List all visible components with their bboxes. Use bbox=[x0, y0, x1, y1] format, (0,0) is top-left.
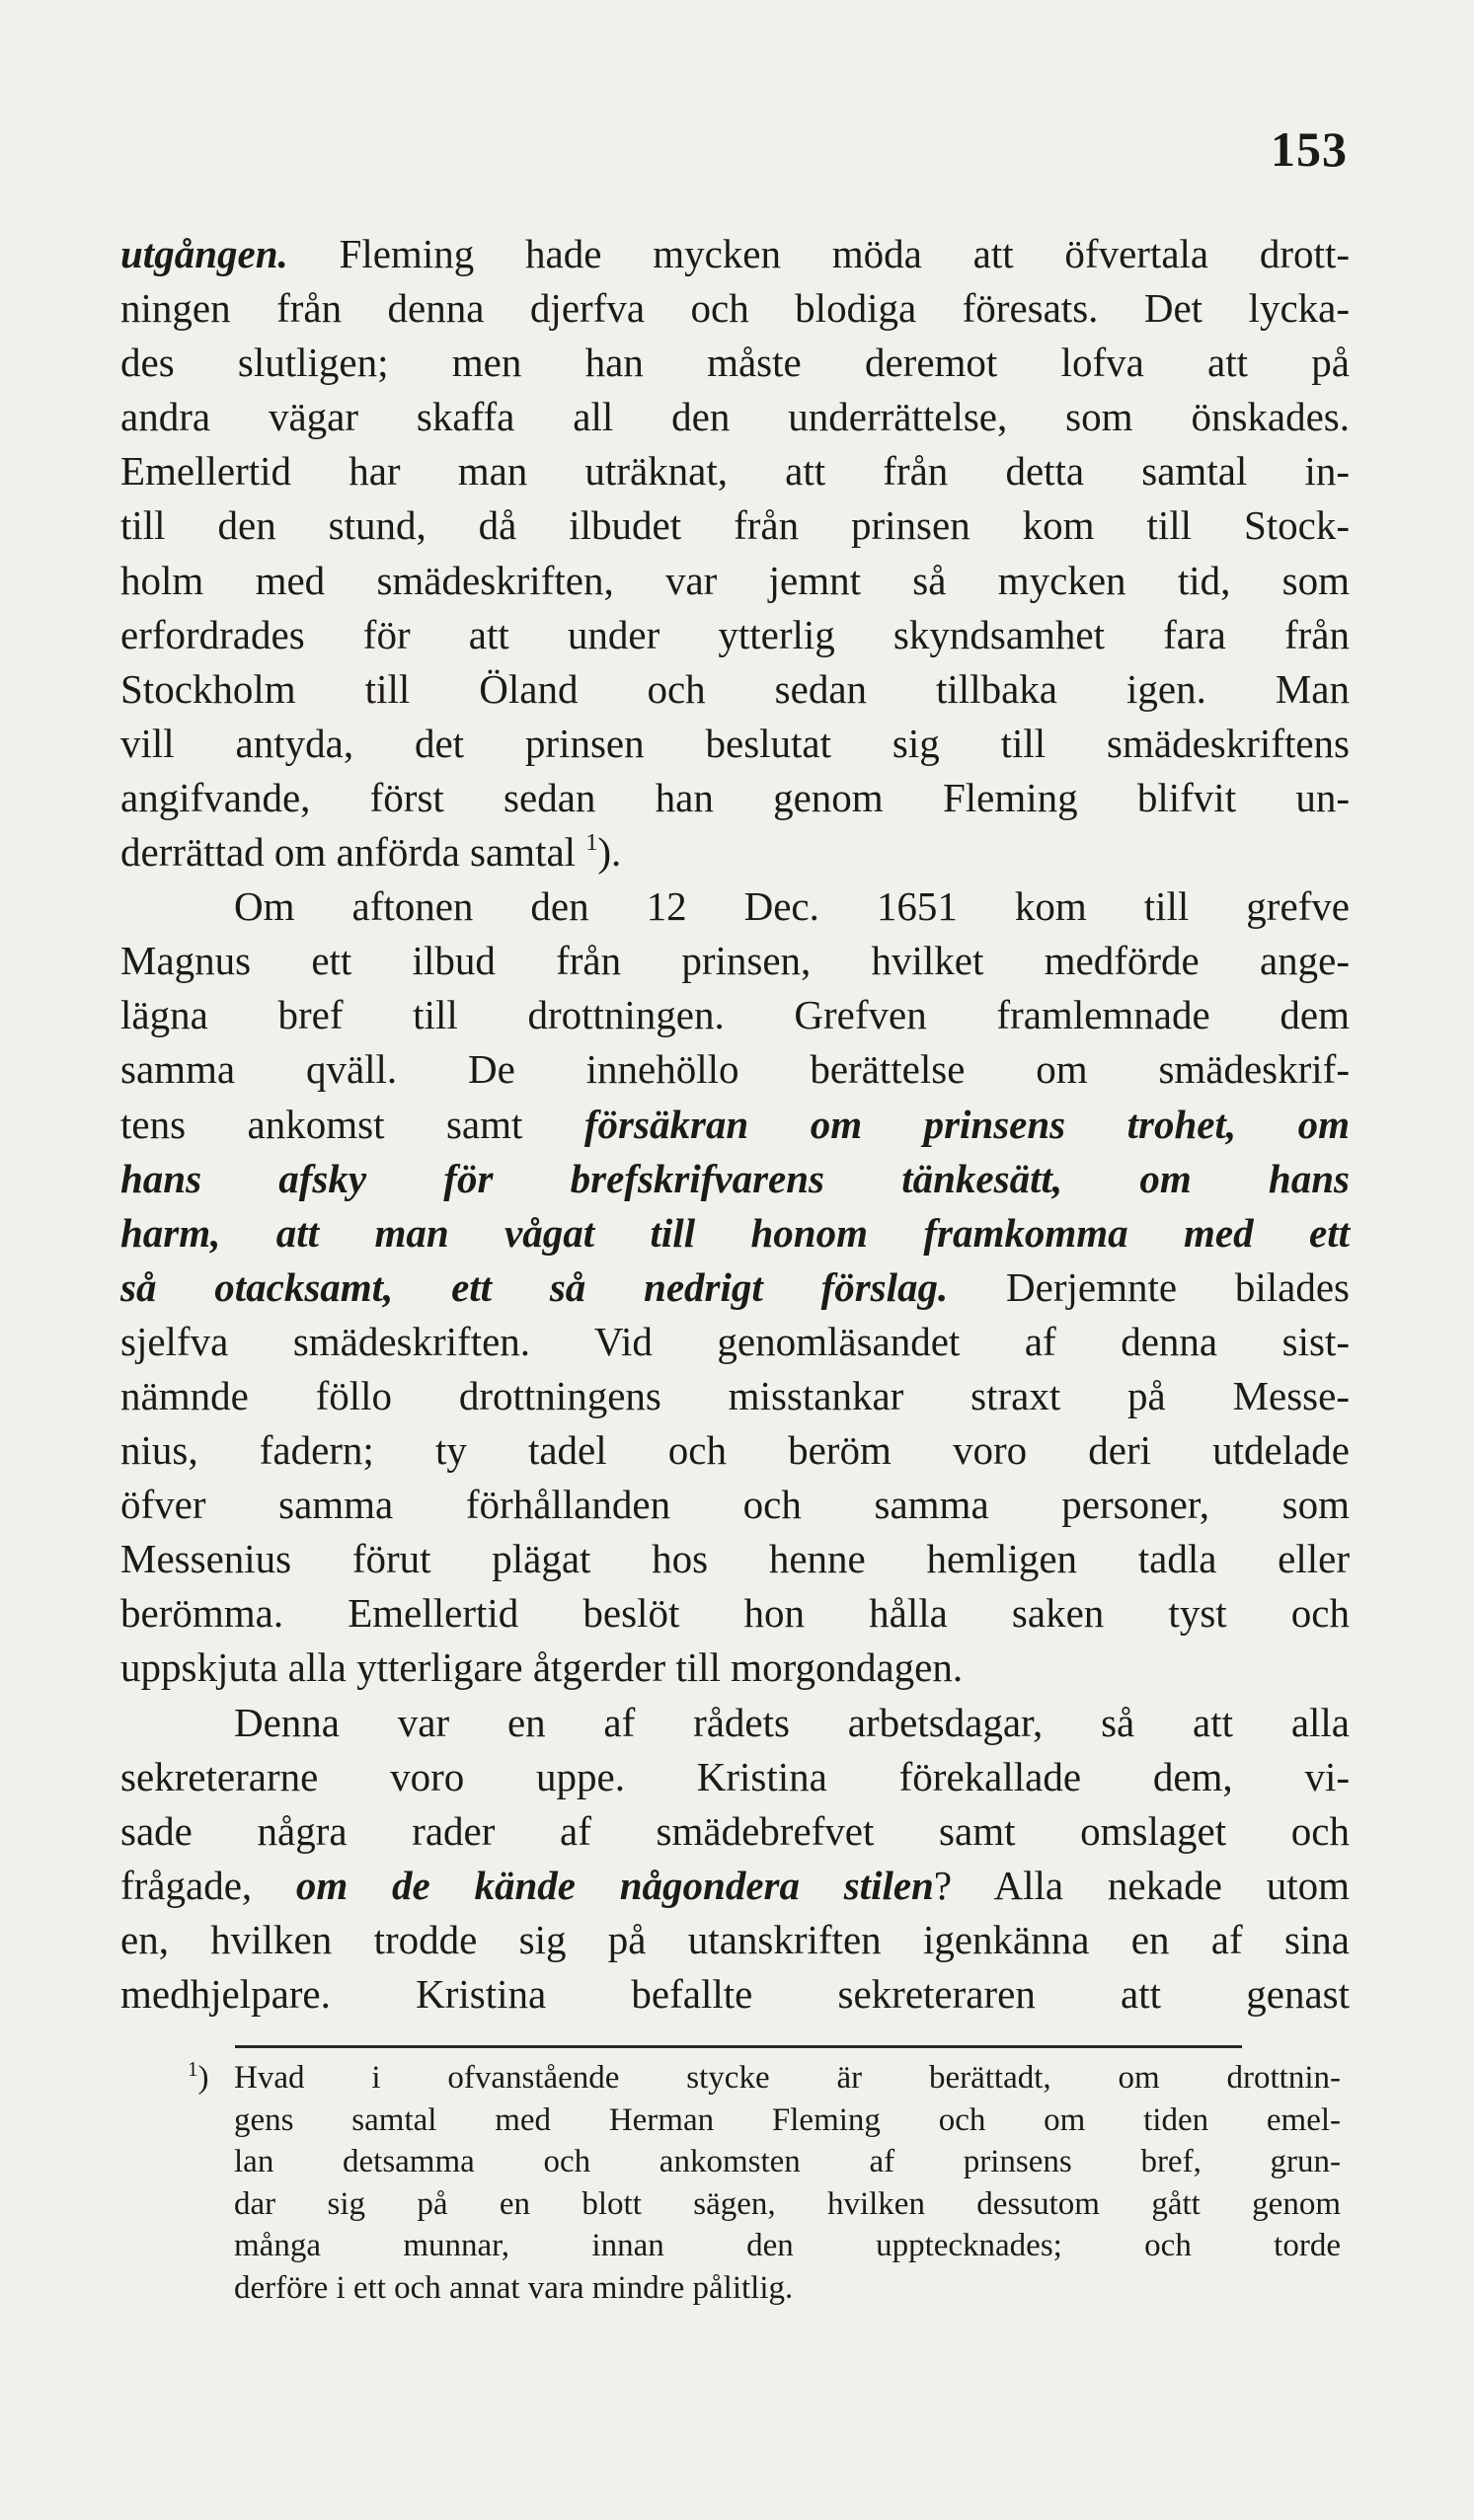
emphasis: om de kände någondera stilen bbox=[295, 1862, 934, 1908]
page-number: 153 bbox=[1271, 121, 1348, 177]
footnote-line-1 bbox=[188, 2057, 1341, 2100]
footnote-marker-paren: ) bbox=[197, 2060, 209, 2096]
footnote-marker-number: 1 bbox=[188, 2057, 198, 2081]
text-line-25: Messenius förut plägat hos henne hemligen tadla eller bbox=[120, 1536, 1350, 1582]
footnote-line-4: dar sig på en blott sägen, hvilken dessutom gått genom bbox=[234, 2185, 1341, 2222]
text-line-27: uppskjuta alla ytterligare åtgerder till morgondagen. bbox=[120, 1644, 964, 1691]
text-line-30: sade några rader af smädebrefvet samt omslaget och bbox=[120, 1807, 1350, 1854]
text-line-7: holm med smädeskriften, var jemnt så mycken tid, som bbox=[120, 557, 1350, 603]
emphasis: harm, att man vågat till honom framkomma med ett bbox=[120, 1209, 1350, 1256]
emphasis: försäkran om prinsens trohet, om bbox=[583, 1101, 1350, 1147]
text-line-6: till den stund, då ilbudet från prinsen kom till Stock- bbox=[120, 502, 1350, 549]
text-line-1 bbox=[120, 227, 1350, 281]
text-span: tens ankomst samt bbox=[120, 1101, 584, 1147]
emphasis: utgången. bbox=[120, 231, 288, 276]
text-span: Derjemnte bilades bbox=[948, 1263, 1350, 1310]
text-line-9: Stockholm till Öland och sedan tillbaka igen. Man bbox=[120, 665, 1350, 712]
text-line-22: nämnde föllo drottningens misstankar straxt på Messe- bbox=[120, 1372, 1350, 1418]
text-line-18 bbox=[120, 1152, 1350, 1206]
footnote-line-2: gens samtal med Herman Fleming och om tiden emel- bbox=[234, 2101, 1341, 2138]
text-line-4: andra vägar skaffa all den underrättelse, som önskades. bbox=[120, 394, 1350, 440]
footnote-marker bbox=[188, 2057, 234, 2100]
footnote bbox=[188, 2057, 1341, 2309]
footnote-reference: 1 bbox=[585, 830, 598, 857]
text-line-33: medhjelpare. Kristina befallte sekreteraren att genast bbox=[120, 1971, 1350, 2017]
text-line-23: nius, fadern; ty tadel och beröm voro deri utdelade bbox=[120, 1427, 1350, 1474]
text-line-5: Emellertid har man uträknat, att från detta samtal in- bbox=[120, 448, 1350, 495]
text-line-16: samma qväll. De innehöllo berättelse om smädeskrif- bbox=[120, 1046, 1350, 1093]
text-line-13: Om aftonen den 12 Dec. 1651 kom till grefve bbox=[234, 883, 1350, 930]
text-span: ? Alla nekade utom bbox=[933, 1862, 1350, 1908]
text-line-31 bbox=[120, 1859, 1350, 1913]
text-line-21: sjelfva smädeskriften. Vid genomläsandet af denna sist- bbox=[120, 1318, 1350, 1364]
text-line-32: en, hvilken trodde sig på utanskriften igenkänna en af sina bbox=[120, 1916, 1350, 1962]
text-line-15: lägna bref till drottningen. Grefven framlemnade dem bbox=[120, 992, 1350, 1038]
text-line-26: berömma. Emellertid beslöt hon hålla saken tyst och bbox=[120, 1590, 1350, 1637]
text-line-28: Denna var en af rådets arbetsdagar, så att alla bbox=[234, 1699, 1350, 1745]
text-line-14: Magnus ett ilbud från prinsen, hvilket medförde ange- bbox=[120, 938, 1350, 984]
footnote-line-3: lan detsamma och ankomsten af prinsens bref, grun- bbox=[234, 2144, 1341, 2179]
text-line-11: angifvande, först sedan han genom Fleming blifvit un- bbox=[120, 774, 1350, 820]
footnote-divider bbox=[235, 2045, 1242, 2048]
text-line-19 bbox=[120, 1206, 1350, 1260]
text-line-24: öfver samma förhållanden och samma personer, som bbox=[120, 1482, 1350, 1528]
text-line-3: des slutligen; men han måste deremot lofva att på bbox=[120, 340, 1350, 386]
text-line-2: ningen från denna djerfva och blodiga föresats. Det lycka- bbox=[120, 285, 1350, 332]
text-span: frågade, bbox=[120, 1862, 296, 1908]
text-span: Fleming hade mycken möda att öfvertala drott- bbox=[287, 231, 1350, 276]
text-line-29: sekreterarne voro uppe. Kristina förekallade dem, vi- bbox=[120, 1753, 1350, 1799]
text-span: derrättad om anförda samtal bbox=[120, 829, 586, 876]
footnote-line-6: derföre i ett och annat vara mindre pålitlig. bbox=[234, 2269, 794, 2306]
footnote-line-5: många munnar, innan den upptecknades; och torde bbox=[234, 2228, 1341, 2263]
text-line-8: erfordrades för att under ytterlig skyndsamhet fara från bbox=[120, 611, 1350, 657]
emphasis: så otacksamt, ett så nedrigt förslag. bbox=[120, 1263, 949, 1310]
text-line-12 bbox=[120, 825, 1350, 879]
text-line-10: vill antyda, det prinsen beslutat sig till smädeskriftens bbox=[120, 720, 1350, 766]
body-text bbox=[120, 227, 1350, 2022]
emphasis: hans afsky för brefskrifvarens tänkesätt, om hans bbox=[120, 1155, 1350, 1201]
text-span: Hvad i ofvanstående stycke är berättadt, om drottnin- bbox=[234, 2060, 1341, 2096]
text-line-20 bbox=[120, 1260, 1350, 1315]
text-span: ). bbox=[597, 829, 622, 876]
text-line-17 bbox=[120, 1098, 1350, 1152]
